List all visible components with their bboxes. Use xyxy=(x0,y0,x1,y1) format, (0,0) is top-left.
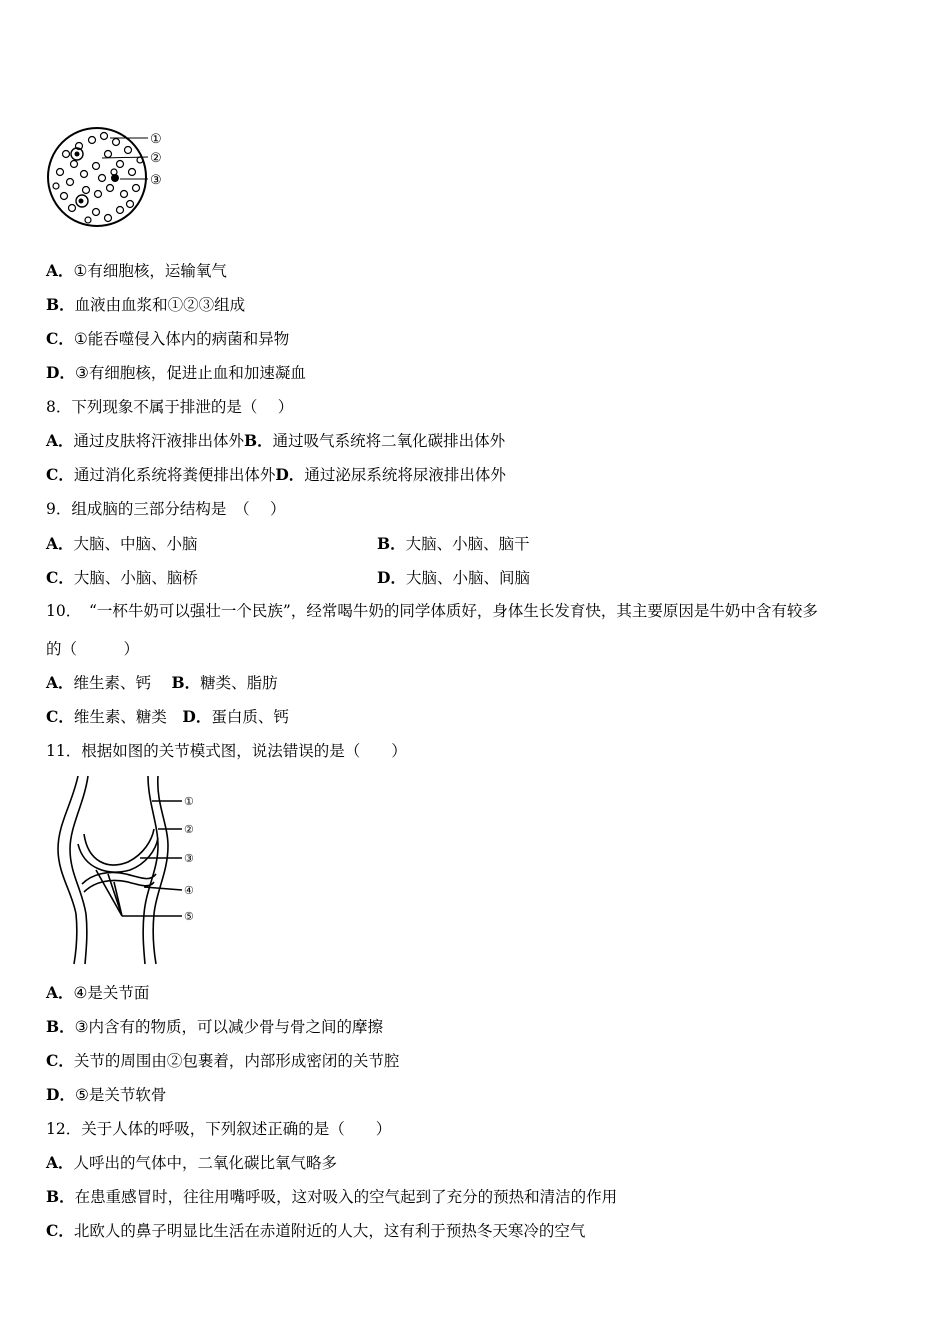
blood-smear-figure xyxy=(44,124,174,232)
fig1-label: ② xyxy=(150,151,162,166)
q12-option-b: B．在患重感冒时，往往用嘴呼吸，这对吸入的空气起到了充分的预热和清洁的作用 xyxy=(46,1187,618,1206)
q9-option-a: A．大脑、中脑、小脑 xyxy=(46,534,198,553)
q7-option-d: D．③有细胞核，促进止血和加速凝血 xyxy=(46,363,306,382)
q11-option-d: D．⑤是关节软骨 xyxy=(46,1085,167,1104)
joint-diagram xyxy=(48,774,208,966)
q12-option-c: C．北欧人的鼻子明显比生活在赤道附近的人大，这有利于预热冬天寒冷的空气 xyxy=(46,1221,586,1240)
joint-label: ④ xyxy=(184,884,194,897)
joint-label: ① xyxy=(184,795,194,808)
q7-option-b: B．血液由血浆和①②③组成 xyxy=(46,295,246,314)
q9-option-c: C．大脑、小脑、脑桥 xyxy=(46,568,198,587)
q11-option-b: B．③内含有的物质，可以减少骨与骨之间的摩擦 xyxy=(46,1017,384,1036)
joint-label: ② xyxy=(184,823,194,836)
joint-label: ③ xyxy=(184,852,194,865)
q11-option-c: C．关节的周围由②包裹着，内部形成密闭的关节腔 xyxy=(46,1051,400,1070)
q9-option-b: B．大脑、小脑、脑干 xyxy=(377,534,530,553)
q11-stem: 11．根据如图的关节模式图，说法错误的是（ ） xyxy=(46,742,407,760)
q10-options-row-2: C．维生素、糖类 D．蛋白质、钙 xyxy=(46,707,289,726)
q12-option-a: A．人呼出的气体中，二氧化碳比氧气略多 xyxy=(46,1153,338,1172)
q8-options-row-1: A．通过皮肤将汗液排出体外B．通过吸气系统将二氧化碳排出体外 xyxy=(46,431,506,450)
fig1-label: ③ xyxy=(150,173,162,188)
q12-stem: 12．关于人体的呼吸，下列叙述正确的是（ ） xyxy=(46,1120,392,1138)
q8-stem: 8．下列现象不属于排泄的是（ ） xyxy=(46,398,294,416)
joint-label: ⑤ xyxy=(184,910,194,923)
q10-options-row-1: A．维生素、钙 B．糖类、脂肪 xyxy=(46,673,278,692)
q9-stem: 9．组成脑的三部分结构是 （ ） xyxy=(46,500,286,518)
q9-option-d: D．大脑、小脑、间脑 xyxy=(377,568,530,587)
q8-options-row-2: C．通过消化系统将粪便排出体外D．通过泌尿系统将尿液排出体外 xyxy=(46,465,506,484)
q7-option-a: A．①有细胞核，运输氧气 xyxy=(46,261,227,280)
q11-option-a: A．④是关节面 xyxy=(46,983,150,1002)
q7-option-c: C．①能吞噬侵入体内的病菌和异物 xyxy=(46,329,290,348)
fig1-label: ① xyxy=(150,132,162,147)
q10-stem-line-1: 10． “一杯牛奶可以强壮一个民族”，经常喝牛奶的同学体质好，身体生长发育快，其主要原因是牛奶中含有较多 xyxy=(46,602,818,620)
q10-stem-line-2: 的（ ） xyxy=(46,640,140,658)
